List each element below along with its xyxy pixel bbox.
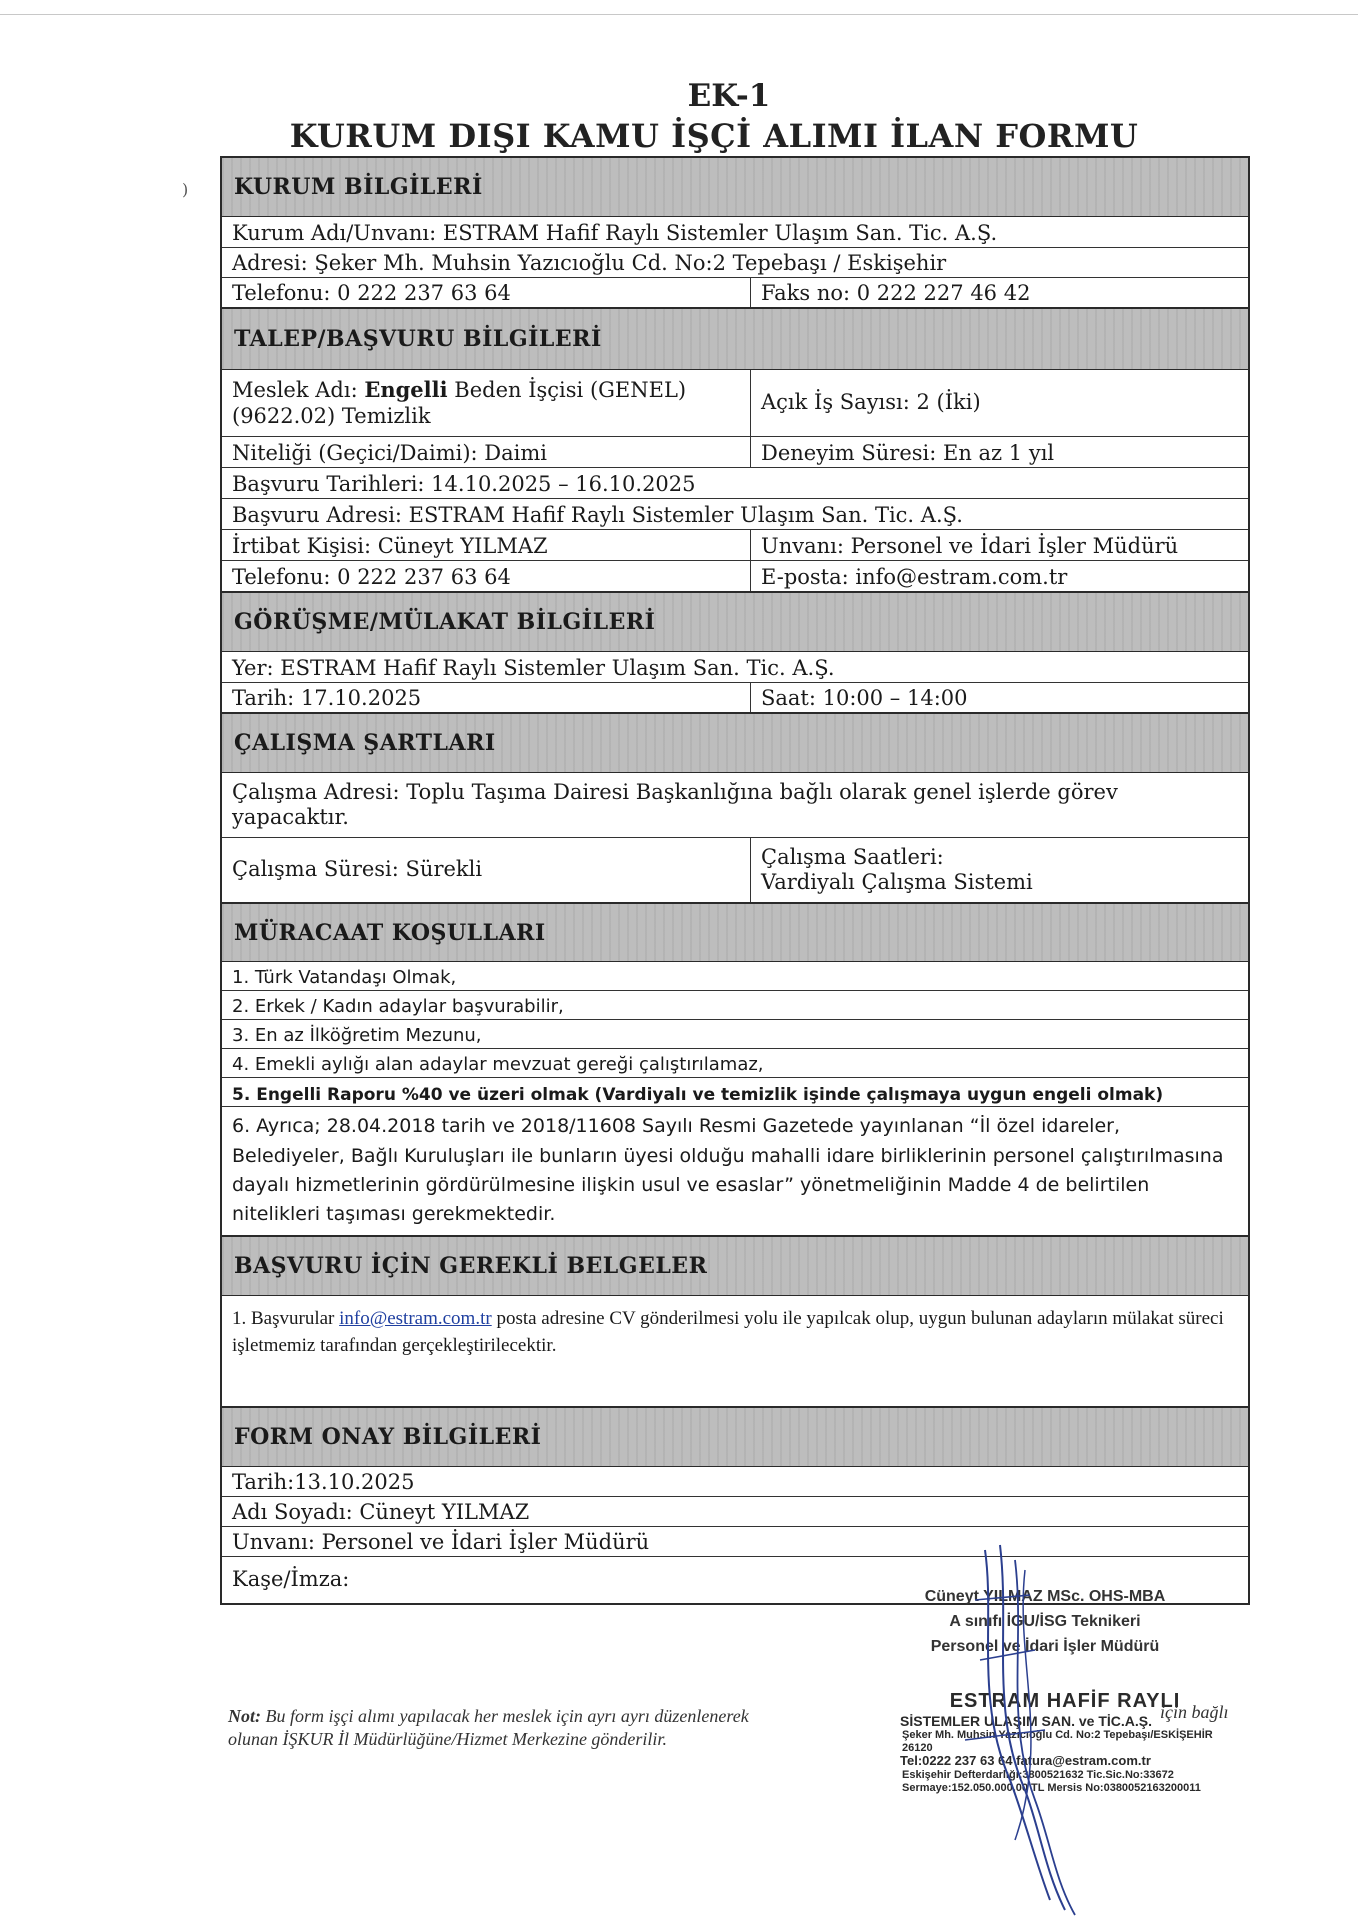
table-row (222, 773, 1248, 838)
table-row (222, 962, 1248, 991)
documents-text (222, 1296, 1248, 1406)
table-row (222, 530, 1248, 561)
stamp-company-line: Eskişehir Defterdarlığı:3800521632 Tic.Sic.No:33672 (902, 1769, 1174, 1782)
table-row (222, 1078, 1248, 1107)
condition-item: 2. Erkek / Kadın adaylar başvurabilir, (232, 996, 564, 1018)
table-row (222, 838, 1248, 902)
open-jobs: Açık İş Sayısı: 2 (İki) (761, 390, 981, 415)
kurum-fax: Faks no: 0 222 227 46 42 (761, 280, 1031, 305)
signature-scribble (955, 1540, 1105, 1920)
margin-mark: ) (182, 180, 189, 199)
documents-suffix: posta adresine CV gönderilmesi yolu ile yapılcak olup, uygun bulunan adayların mülakat süreci işletmemiz tarafından gerçekleştirilecektir. (232, 1308, 1224, 1356)
work-address: Çalışma Adresi: Toplu Taşıma Dairesi Başkanlığına bağlı olarak genel işlerde görev yapacaktır. (232, 779, 1118, 829)
footer-note (228, 1705, 918, 1752)
section-kurum (220, 156, 1250, 309)
table-row (222, 370, 1248, 437)
documents-prefix: 1. Başvurular (232, 1308, 335, 1329)
note-label: Not: (228, 1706, 261, 1726)
documents-email-link[interactable]: info@estram.com.tr (339, 1308, 492, 1329)
scan-edge-line (0, 14, 1358, 15)
table-row (222, 248, 1248, 278)
condition-item-5: 5. Engelli Raporu %40 ve üzeri olmak (Vardiyalı ve temizlik işinde çalışmaya uygun engeli olmak) (232, 1084, 1164, 1105)
kurum-phone: Telefonu: 0 222 237 63 64 (222, 278, 751, 307)
table-row (222, 1497, 1248, 1527)
section-heading: GÖRÜŞME/MÜLAKAT BİLGİLERİ (222, 593, 1248, 652)
occupation-bold: Engelli (364, 377, 448, 403)
work-hours-label: Çalışma Saatleri: (761, 844, 944, 869)
approval-title: Unvanı: Personel ve İdari İşler Müdürü (232, 1529, 650, 1554)
table-row (222, 561, 1248, 591)
form-title: KURUM DIŞI KAMU İŞÇİ ALIMI İLAN FORMU (289, 117, 1139, 155)
section-muracaat (220, 904, 1250, 1237)
stamp-company-line: Şeker Mh. Muhsin Yazıcıoğlu Cd. No:2 Tepebaşı/ESKİŞEHİR 26120 (902, 1729, 1213, 1754)
stamp-company-line: SİSTEMLER ULAŞIM SAN. ve TİC.A.Ş. (900, 1713, 1153, 1729)
experience: Deneyim Süresi: En az 1 yıl (761, 440, 1055, 465)
table-row (222, 278, 1248, 307)
occupation-label: Meslek Adı: (232, 378, 358, 403)
occupation-cell (222, 370, 751, 436)
condition-item-6: 6. Ayrıca; 28.04.2018 tarih ve 2018/11608 Sayılı Resmi Gazetede yayınlanan “İl özel idareler, Belediyeler, Bağlı Kuruluşları ile bunların üyesi olduğu mahalli idare birliklerinin personel çalıştırılmasına dayalı hizmetlerinin gördürülmesine ilişkin usul ve esaslar” yönetmeliğinin Madde 4 de belirtilen nitelikleri taşıması gerekmektedir. (232, 1115, 1224, 1226)
approval-stamp-sign: Kaşe/İmza: (232, 1567, 350, 1592)
contact-email: E-posta: info@estram.com.tr (761, 564, 1068, 589)
occupation-rest: Beden İşçisi (GENEL) (454, 378, 687, 403)
interview-date: Tarih: 17.10.2025 (222, 683, 751, 712)
application-dates: Başvuru Tarihleri: 14.10.2025 – 16.10.2025 (232, 471, 696, 496)
kurum-address: Adresi: Şeker Mh. Muhsin Yazıcıoğlu Cd. No:2 Tepebaşı / Eskişehir (232, 250, 947, 275)
annex-label: EK-1 (687, 78, 771, 114)
section-gorusme (220, 593, 1250, 714)
approval-date: Tarih:13.10.2025 (232, 1469, 415, 1494)
interview-place: Yer: ESTRAM Hafif Raylı Sistemler Ulaşım San. Tic. A.Ş. (232, 655, 835, 680)
table-row (222, 1296, 1248, 1406)
section-heading: MÜRACAAT KOŞULLARI (222, 904, 1248, 962)
section-heading: FORM ONAY BİLGİLERİ (222, 1408, 1248, 1467)
application-address: Başvuru Adresi: ESTRAM Hafif Raylı Sistemler Ulaşım San. Tic. A.Ş. (232, 502, 963, 527)
contact-title: Unvanı: Personel ve İdari İşler Müdürü (761, 533, 1179, 558)
table-row (222, 991, 1248, 1020)
contact-person: İrtibat Kişisi: Cüneyt YILMAZ (222, 530, 751, 560)
note-text-2: olunan İŞKUR İl Müdürlüğüne/Hizmet Merkezine gönderilir. (228, 1729, 667, 1750)
condition-item: 3. En az İlköğretim Mezunu, (232, 1025, 482, 1047)
table-row (222, 468, 1248, 499)
stamp-company-line: Tel:0222 237 63 64 fatura@estram.com.tr (900, 1753, 1151, 1769)
note-tail: için bağlı (1160, 1702, 1229, 1722)
contact-phone: Telefonu: 0 222 237 63 64 (222, 561, 751, 591)
section-calisma (220, 714, 1250, 904)
section-belgeler (220, 1237, 1250, 1408)
work-duration: Çalışma Süresi: Sürekli (222, 838, 751, 902)
table-row (222, 683, 1248, 712)
table-row (222, 652, 1248, 683)
stamp-person-line: Cüneyt YILMAZ MSc. OHS-MBA (924, 1588, 1166, 1605)
section-heading: TALEP/BAŞVURU BİLGİLERİ (222, 309, 1248, 370)
table-row (222, 499, 1248, 530)
table-row (222, 1020, 1248, 1049)
stamp-company-name: ESTRAM HAFİF RAYLI (949, 1690, 1181, 1712)
table-row (222, 437, 1248, 468)
occupation-code: (9622.02) Temizlik (232, 403, 431, 428)
table-row (222, 217, 1248, 248)
section-heading: BAŞVURU İÇİN GEREKLİ BELGELER (222, 1237, 1248, 1296)
note-text: Bu form işçi alımı yapılacak her meslek için ayrı ayrı düzenlenerek (265, 1706, 749, 1726)
section-heading: KURUM BİLGİLERİ (222, 158, 1248, 217)
condition-item: 1. Türk Vatandaşı Olmak, (232, 967, 457, 989)
stamp-company-line: Sermaye:152.050.000,00 TL Mersis No:0380052163200011 (902, 1781, 1201, 1794)
condition-item: 4. Emekli aylığı alan adaylar mevzuat gereği çalıştırılamaz, (232, 1054, 764, 1076)
work-hours-value: Vardiyalı Çalışma Sistemi (761, 870, 1033, 894)
section-talep (220, 309, 1250, 593)
approval-name: Adı Soyadı: Cüneyt YILMAZ (232, 1499, 530, 1524)
kurum-name: Kurum Adı/Unvanı: ESTRAM Hafif Raylı Sistemler Ulaşım San. Tic. A.Ş. (232, 220, 998, 245)
interview-time: Saat: 10:00 – 14:00 (761, 685, 968, 710)
work-hours-cell (751, 838, 1248, 902)
table-row (222, 1049, 1248, 1078)
stamp-person-line: Personel ve İdari İşler Müdürü (930, 1637, 1160, 1655)
table-row (222, 1107, 1248, 1235)
stamp-person-line: A sınıfı İGU/İSG Teknikeri (949, 1612, 1141, 1630)
form-table (220, 156, 1250, 1605)
table-row (222, 1467, 1248, 1497)
section-heading: ÇALIŞMA ŞARTLARI (222, 714, 1248, 773)
nature: Niteliği (Geçici/Daimi): Daimi (222, 437, 751, 467)
